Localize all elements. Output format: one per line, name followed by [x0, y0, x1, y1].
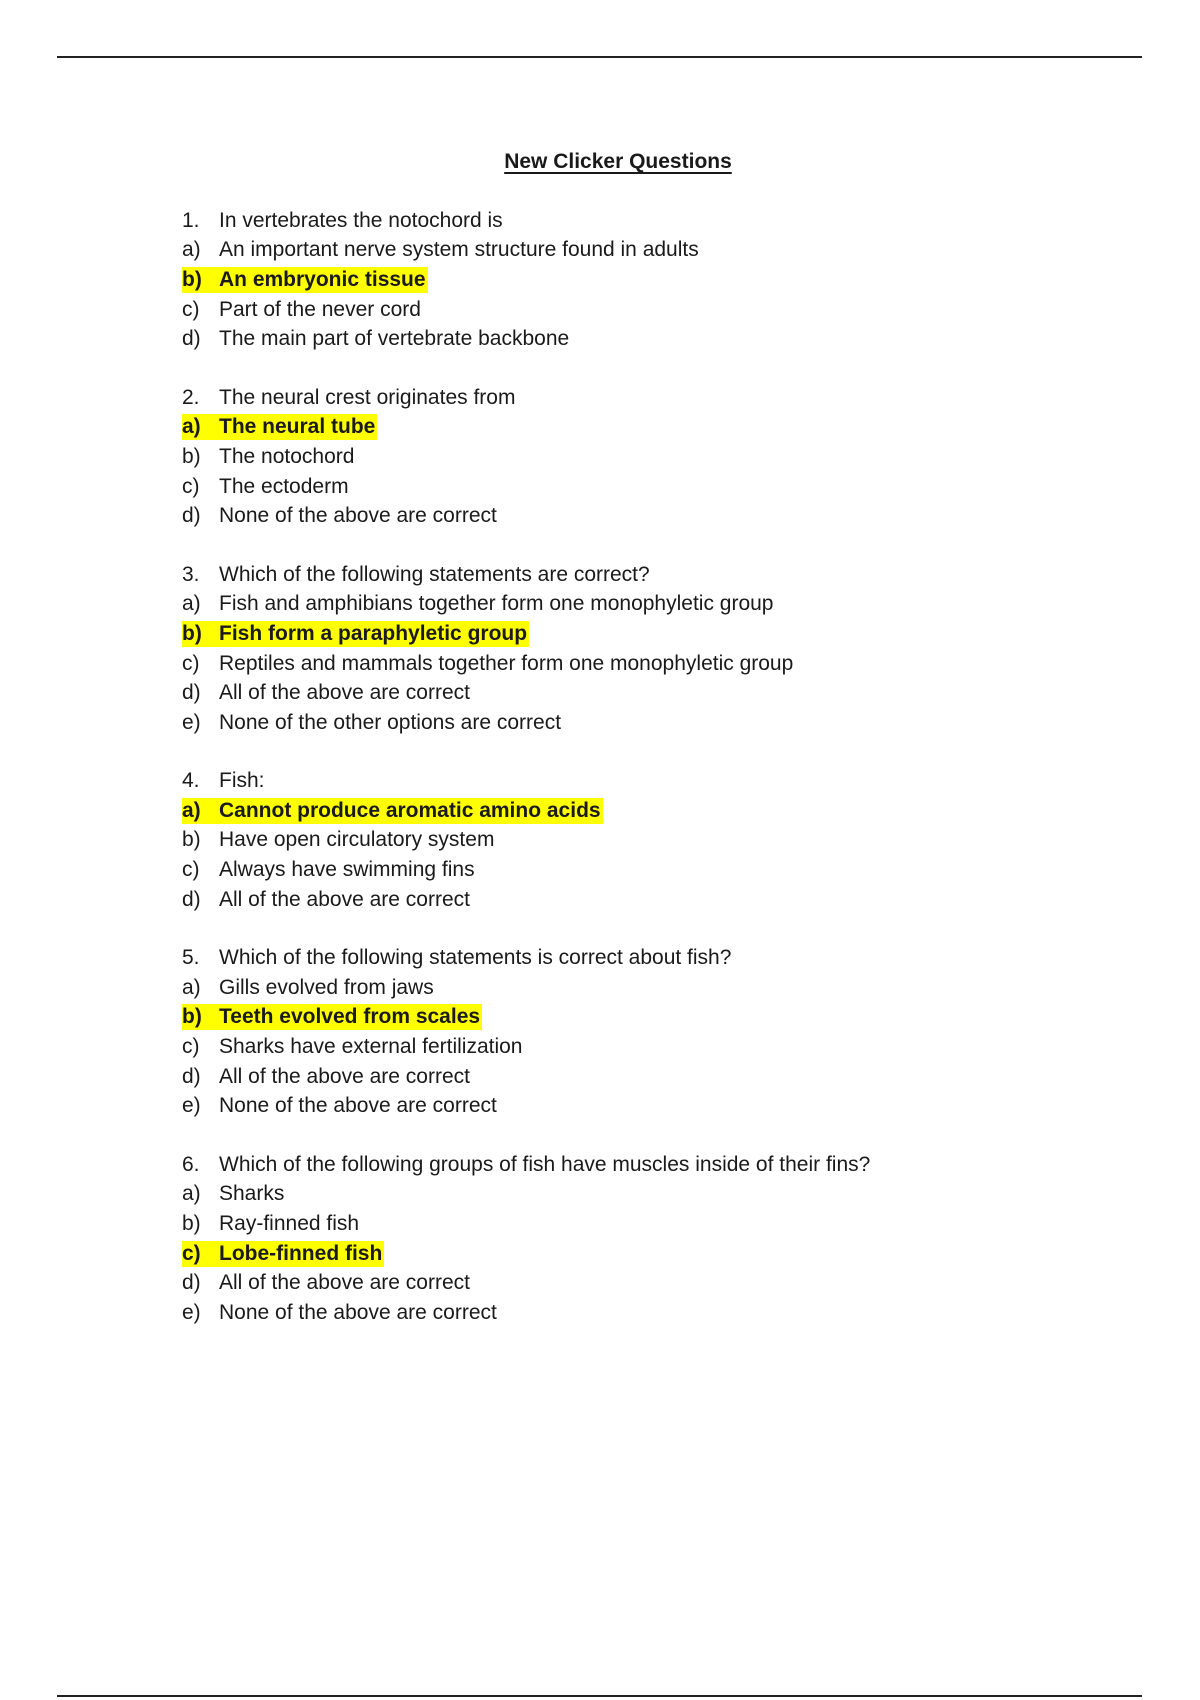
option-letter: b)	[182, 1005, 202, 1029]
question-number: 3.	[182, 562, 200, 586]
option-letter: b)	[182, 444, 201, 468]
answer-content	[182, 651, 793, 677]
answer-content	[182, 326, 569, 352]
highlighted-answer	[182, 1241, 384, 1267]
option-text: None of the above are correct	[219, 504, 497, 528]
option-letter: a)	[182, 592, 201, 616]
footer-rule	[57, 1695, 1142, 1697]
option-text: The main part of vertebrate backbone	[219, 327, 570, 351]
option-text: Part of the never cord	[219, 297, 421, 321]
answer-content	[182, 1181, 284, 1207]
question-number: 4.	[182, 769, 200, 793]
question-stem	[182, 767, 1142, 797]
option-letter: e)	[182, 1094, 201, 1118]
answer-option	[182, 708, 1142, 738]
answer-option	[182, 855, 1142, 885]
answer-option-correct	[182, 619, 1142, 649]
question-1	[182, 206, 1142, 354]
option-letter: c)	[182, 297, 200, 321]
option-text: Teeth evolved from scales	[219, 1005, 481, 1029]
option-letter: e)	[182, 1300, 201, 1324]
option-text: An embryonic tissue	[219, 267, 426, 291]
option-text: The neural tube	[219, 415, 376, 439]
highlighted-answer	[182, 1004, 482, 1030]
question-text: Which of the following statements are correct?	[219, 562, 650, 586]
answer-content	[182, 1300, 497, 1326]
option-letter: c)	[182, 651, 200, 675]
option-text: The ectoderm	[219, 474, 349, 498]
answer-option	[182, 590, 1142, 620]
question-2	[182, 383, 1142, 531]
answer-option-correct	[182, 1003, 1142, 1033]
question-list	[182, 206, 1142, 1357]
question-3	[182, 560, 1142, 738]
answer-option	[182, 1268, 1142, 1298]
option-letter: a)	[182, 238, 201, 262]
question-number: 2.	[182, 385, 200, 409]
answer-option	[182, 1032, 1142, 1062]
option-letter: e)	[182, 710, 201, 734]
question-5	[182, 943, 1142, 1121]
answer-content	[182, 680, 470, 706]
answer-content	[182, 975, 434, 1001]
answer-content	[182, 444, 354, 470]
answer-content	[182, 827, 494, 853]
answer-option-correct	[182, 265, 1142, 295]
option-letter: d)	[182, 327, 201, 351]
answer-option	[182, 442, 1142, 472]
answer-content	[182, 503, 497, 529]
answer-content	[182, 474, 349, 500]
answer-option	[182, 973, 1142, 1003]
question-stem	[182, 383, 1142, 413]
option-letter: d)	[182, 1064, 201, 1088]
option-text: All of the above are correct	[219, 681, 470, 705]
option-letter: d)	[182, 887, 201, 911]
page-title: New Clicker Questions	[504, 150, 732, 173]
option-text: None of the above are correct	[219, 1094, 497, 1118]
question-text: Which of the following groups of fish have muscles inside of their fins?	[219, 1152, 871, 1176]
answer-content	[182, 857, 475, 883]
question-6	[182, 1150, 1142, 1328]
answer-option	[182, 472, 1142, 502]
option-text: None of the above are correct	[219, 1300, 497, 1324]
option-text: Sharks have external fertilization	[219, 1035, 523, 1059]
answer-content	[182, 887, 470, 913]
question-stem	[182, 206, 1142, 236]
question-text: In vertebrates the notochord is	[219, 208, 503, 232]
option-letter: b)	[182, 828, 201, 852]
option-letter: d)	[182, 681, 201, 705]
answer-option	[182, 501, 1142, 531]
option-text: Reptiles and mammals together form one monophyletic group	[219, 651, 794, 675]
option-letter: a)	[182, 415, 201, 439]
option-text: Cannot produce aromatic amino acids	[219, 798, 601, 822]
answer-option-correct	[182, 413, 1142, 443]
option-text: Gills evolved from jaws	[219, 975, 434, 999]
option-letter: d)	[182, 1271, 201, 1295]
answer-option-correct	[182, 1239, 1142, 1269]
answer-option	[182, 1062, 1142, 1092]
question-text: Fish:	[219, 769, 265, 793]
option-text: The notochord	[219, 444, 355, 468]
option-text: All of the above are correct	[219, 1271, 470, 1295]
answer-content	[182, 591, 774, 617]
answer-content	[182, 1270, 470, 1296]
option-letter: a)	[182, 1182, 201, 1206]
highlighted-answer	[182, 798, 603, 824]
question-number: 5.	[182, 946, 200, 970]
option-letter: d)	[182, 504, 201, 528]
option-text: None of the other options are correct	[219, 710, 562, 734]
option-letter: b)	[182, 1212, 201, 1236]
answer-option	[182, 1298, 1142, 1328]
answer-content	[182, 1034, 523, 1060]
option-text: Ray-finned fish	[219, 1212, 360, 1236]
option-letter: a)	[182, 975, 201, 999]
answer-option	[182, 1209, 1142, 1239]
question-stem	[182, 943, 1142, 973]
highlighted-answer	[182, 414, 377, 440]
answer-option	[182, 649, 1142, 679]
option-text: Sharks	[219, 1182, 285, 1206]
answer-content	[182, 1093, 497, 1119]
option-letter: b)	[182, 267, 202, 291]
question-4	[182, 767, 1142, 915]
answer-content	[182, 297, 421, 323]
option-text: Have open circulatory system	[219, 828, 495, 852]
header-rule	[57, 56, 1142, 58]
option-letter: c)	[182, 474, 200, 498]
answer-option	[182, 826, 1142, 856]
answer-content	[182, 237, 699, 263]
answer-option	[182, 295, 1142, 325]
option-text: Always have swimming fins	[219, 858, 475, 882]
answer-content	[182, 710, 561, 736]
highlighted-answer	[182, 267, 428, 293]
option-text: An important nerve system structure found in adults	[219, 238, 699, 262]
question-stem	[182, 560, 1142, 590]
highlighted-answer	[182, 621, 529, 647]
option-text: Fish and amphibians together form one monophyletic group	[219, 592, 774, 616]
option-letter: c)	[182, 1035, 200, 1059]
answer-option	[182, 324, 1142, 354]
option-text: All of the above are correct	[219, 887, 470, 911]
option-text: Lobe-finned fish	[219, 1241, 383, 1265]
question-number: 1.	[182, 208, 200, 232]
option-text: All of the above are correct	[219, 1064, 470, 1088]
answer-option	[182, 1180, 1142, 1210]
answer-option	[182, 885, 1142, 915]
answer-option	[182, 1091, 1142, 1121]
option-letter: c)	[182, 1241, 201, 1265]
answer-option	[182, 678, 1142, 708]
answer-content	[182, 1211, 359, 1237]
question-text: Which of the following statements is correct about fish?	[219, 946, 732, 970]
question-stem	[182, 1150, 1142, 1180]
option-text: Fish form a paraphyletic group	[219, 621, 528, 645]
answer-option-correct	[182, 796, 1142, 826]
option-letter: a)	[182, 798, 201, 822]
answer-option	[182, 236, 1142, 266]
option-letter: b)	[182, 621, 202, 645]
answer-content	[182, 1064, 470, 1090]
question-number: 6.	[182, 1152, 200, 1176]
question-text: The neural crest originates from	[219, 385, 516, 409]
option-letter: c)	[182, 858, 200, 882]
